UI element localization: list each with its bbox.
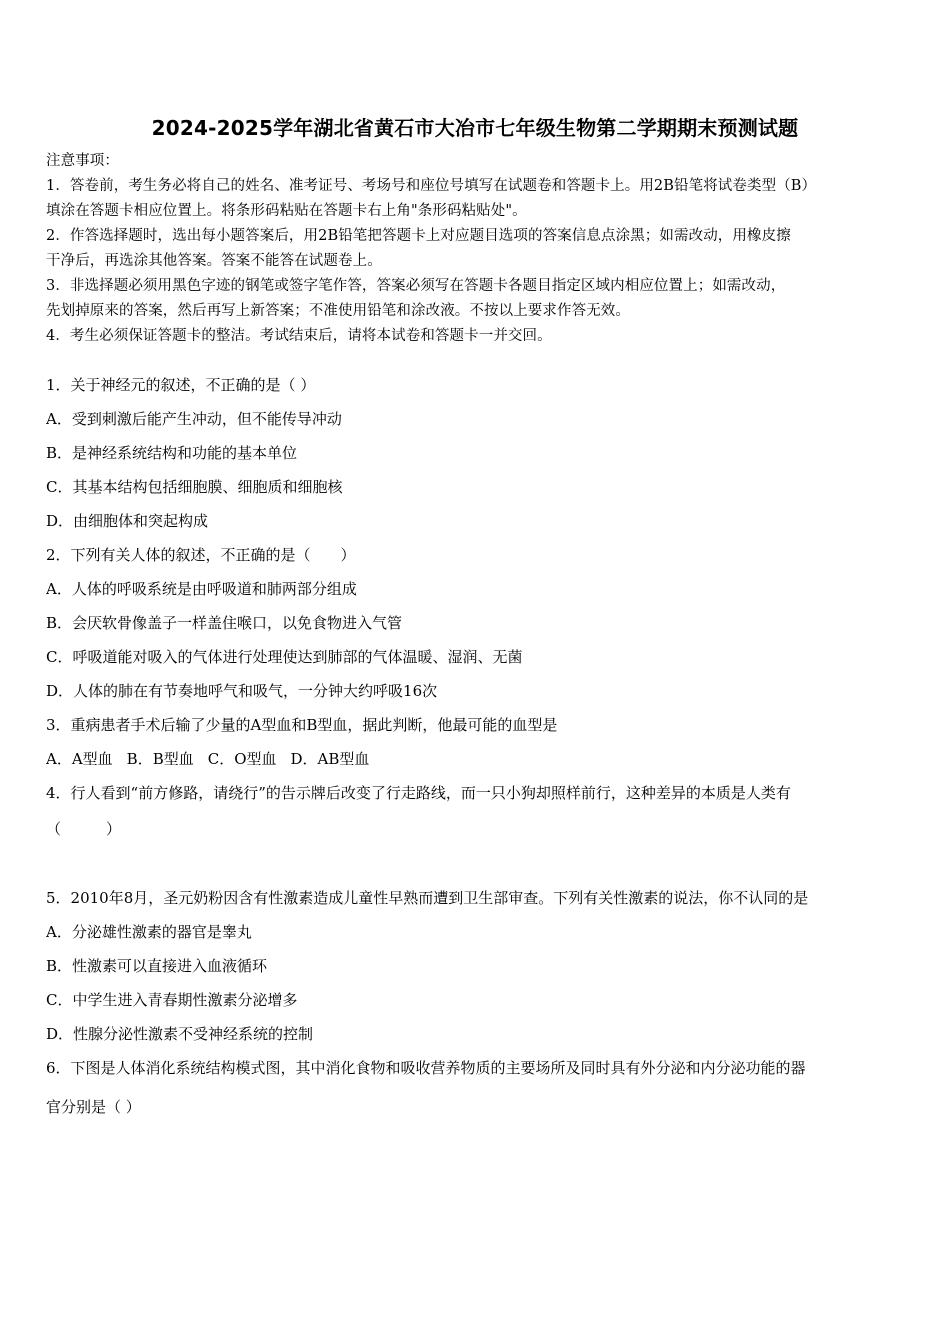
question-5-option-b: B．性激素可以直接进入血液循环	[46, 957, 268, 975]
question-1-stem: 1．关于神经元的叙述，不正确的是（ ）	[46, 376, 316, 394]
question-2-option-a: A．人体的呼吸系统是由呼吸道和肺两部分组成	[46, 580, 357, 598]
notice-line: 1．答卷前，考生务必将自己的姓名、准考证号、考场号和座位号填写在试题卷和答题卡上。用2B铅笔将试卷类型（B）	[46, 178, 817, 194]
question-5-stem: 5．2010年8月，圣元奶粉因含有性激素造成儿童性早熟而遭到卫生部审查。下列有关性激素的说法，你不认同的是	[46, 889, 809, 907]
question-5-option-c: C．中学生进入青春期性激素分泌增多	[46, 991, 298, 1009]
question-4-stem: 4．行人看到“前方修路，请绕行”的告示牌后改变了行走路线，而一只小狗却照样前行，这种差异的本质是人类有	[46, 784, 791, 802]
notice-line: 3．非选择题必须用黑色字迹的钢笔或签字笔作答，答案必须写在答题卡各题目指定区域内相应位置上；如需改动，	[46, 278, 786, 294]
question-6-stem: 6．下图是人体消化系统结构模式图，其中消化食物和吸收营养物质的主要场所及同时具有外分泌和内分泌功能的器	[46, 1059, 806, 1077]
question-1-option-c: C．其基本结构包括细胞膜、细胞质和细胞核	[46, 478, 343, 496]
notice-line: 干净后，再选涂其他答案。答案不能答在试题卷上。	[46, 253, 382, 269]
question-4-stem-continued: （ ）	[46, 820, 122, 838]
question-3-option-b: B．B型血	[126, 750, 194, 768]
notice-line: 4．考生必须保证答题卡的整洁。考试结束后，请将本试卷和答题卡一并交回。	[46, 328, 552, 344]
question-1-option-b: B．是神经系统结构和功能的基本单位	[46, 444, 298, 462]
question-1-option-a: A．受到刺激后能产生冲动，但不能传导冲动	[46, 410, 342, 428]
question-3-option-a: A．A型血	[46, 750, 113, 768]
question-2-option-c: C．呼吸道能对吸入的气体进行处理使达到肺部的气体温暖、湿润、无菌	[46, 648, 523, 666]
question-3-options	[46, 749, 908, 769]
question-5-option-d: D．性腺分泌性激素不受神经系统的控制	[46, 1025, 314, 1043]
question-3-stem: 3．重病患者手术后输了少量的A型血和B型血，据此判断，他最可能的血型是	[46, 716, 558, 734]
question-2-option-b: B．会厌软骨像盖子一样盖住喉口，以免食物进入气管	[46, 614, 403, 632]
question-3-option-d: D．AB型血	[290, 750, 370, 768]
question-1-option-d: D．由细胞体和突起构成	[46, 512, 209, 530]
question-3-option-c: C．O型血	[207, 750, 277, 768]
question-2-option-d: D．人体的肺在有节奏地呼气和吸气，一分钟大约呼吸16次	[46, 682, 438, 700]
question-2-stem: 2．下列有关人体的叙述，不正确的是（ ）	[46, 546, 356, 564]
notice-line: 先划掉原来的答案，然后再写上新答案；不准使用铅笔和涂改液。不按以上要求作答无效。	[46, 303, 630, 319]
notice-line: 2．作答选择题时，选出每小题答案后，用2B铅笔把答题卡上对应题目选项的答案信息点涂黑；如需改动，用橡皮擦	[46, 228, 791, 244]
question-5-option-a: A．分泌雄性激素的器官是睾丸	[46, 923, 252, 941]
question-6-stem-continued: 官分别是（ ）	[46, 1098, 141, 1116]
notice-line: 填涂在答题卡相应位置上。将条形码粘贴在答题卡右上角"条形码粘贴处"。	[46, 203, 527, 219]
notice-heading: 注意事项：	[46, 153, 119, 169]
page-title: 2024-2025学年湖北省黄石市大冶市七年级生物第二学期期末预测试题	[151, 116, 799, 140]
